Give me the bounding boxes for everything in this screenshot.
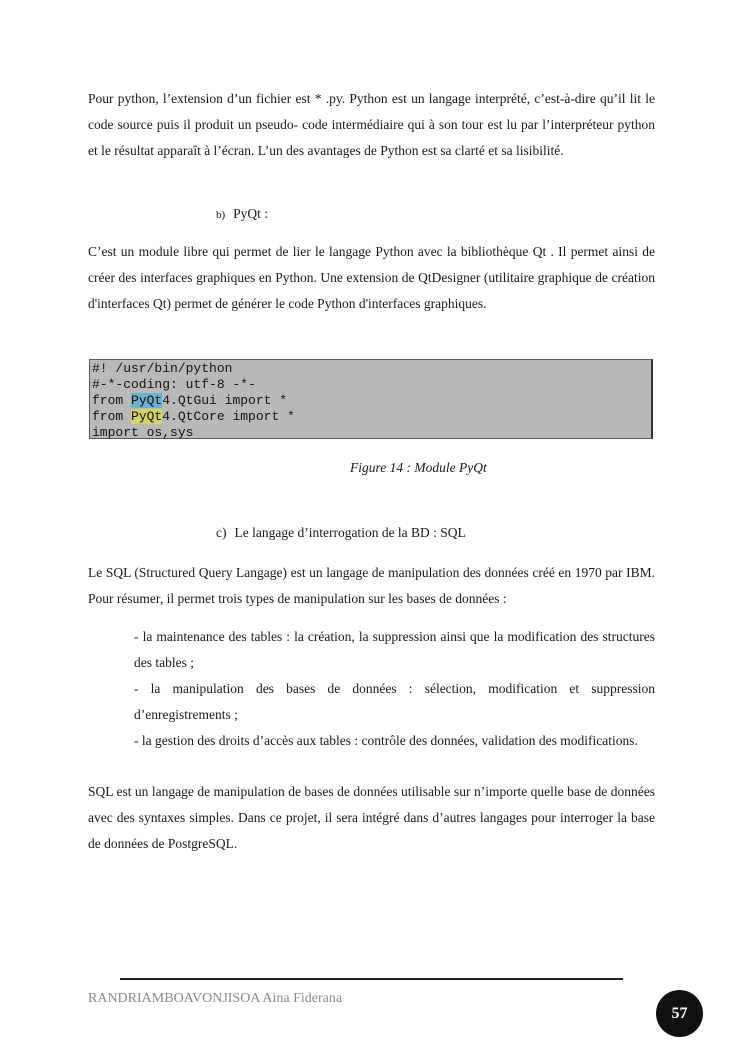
section-b-marker: b) <box>216 209 226 221</box>
footer-divider <box>120 978 623 980</box>
section-c-title: Le langage d’interrogation de la BD : SQL <box>234 525 466 540</box>
list-item: - la gestion des droits d’accès aux tables : contrôle des données, validation des modifications. <box>134 733 638 748</box>
pyqt-highlight: PyQt <box>131 409 163 424</box>
section-b-heading <box>216 206 268 222</box>
figure-caption: Figure 14 : Module PyQt <box>350 460 487 475</box>
sql-conclusion-paragraph: SQL est un langage de manipulation de bases de données utilisable sur n’importe quelle base de données avec des syntaxes simples. Dans ce projet, il sera intégré dans d’autres langages pour interroger la base de données de PostgreSQL. <box>88 784 655 851</box>
code-line: #! /usr/bin/python <box>92 361 233 376</box>
code-figure <box>89 359 653 439</box>
section-b-title: PyQt : <box>233 206 269 221</box>
pyqt-highlight: PyQt <box>131 393 163 408</box>
list-item: - la manipulation des bases de données : sélection, modification et suppression d’enregistrements ; <box>134 681 655 722</box>
intro-paragraph: Pour python, l’extension d’un fichier est * .py. Python est un langage interprété, c’est-à-dire qu’il lit le code source puis il produit un pseudo- code intermédiaire qui à son tour est lu par l’interpréteur python et le résultat apparaît à l’écran. L’un des avantages de Python est sa clarté et sa lisibilité. <box>88 91 655 158</box>
pyqt-paragraph: C’est un module libre qui permet de lier le langage Python avec la bibliothèque Qt . Il permet ainsi de créer des interfaces graphiques en Python. Une extension de QtDesigner (utilitaire graphique de création d'interfaces Qt) permet de générer le code Python d'interfaces graphiques. <box>88 244 655 311</box>
code-line: import os,sys <box>92 425 194 440</box>
code-line: from PyQt4.QtCore import * <box>92 409 295 424</box>
footer-author: RANDRIAMBOAVONJISOA Aina Fiderana <box>88 991 343 1006</box>
sql-paragraph: Le SQL (Structured Query Langage) est un langage de manipulation des données créé en 1970 par IBM. Pour résumer, il permet trois types de manipulation sur les bases de données : <box>88 565 655 606</box>
page-number-badge: 57 <box>656 990 703 1037</box>
section-c-heading <box>216 525 466 541</box>
list-item: - la maintenance des tables : la création, la suppression ainsi que la modification des structures des tables ; <box>134 629 655 670</box>
code-line: from PyQt4.QtGui import * <box>92 393 288 408</box>
code-line: #-*-coding: utf-8 -*- <box>92 377 256 392</box>
section-c-marker: c) <box>216 525 227 540</box>
sql-manipulation-list <box>134 624 655 754</box>
